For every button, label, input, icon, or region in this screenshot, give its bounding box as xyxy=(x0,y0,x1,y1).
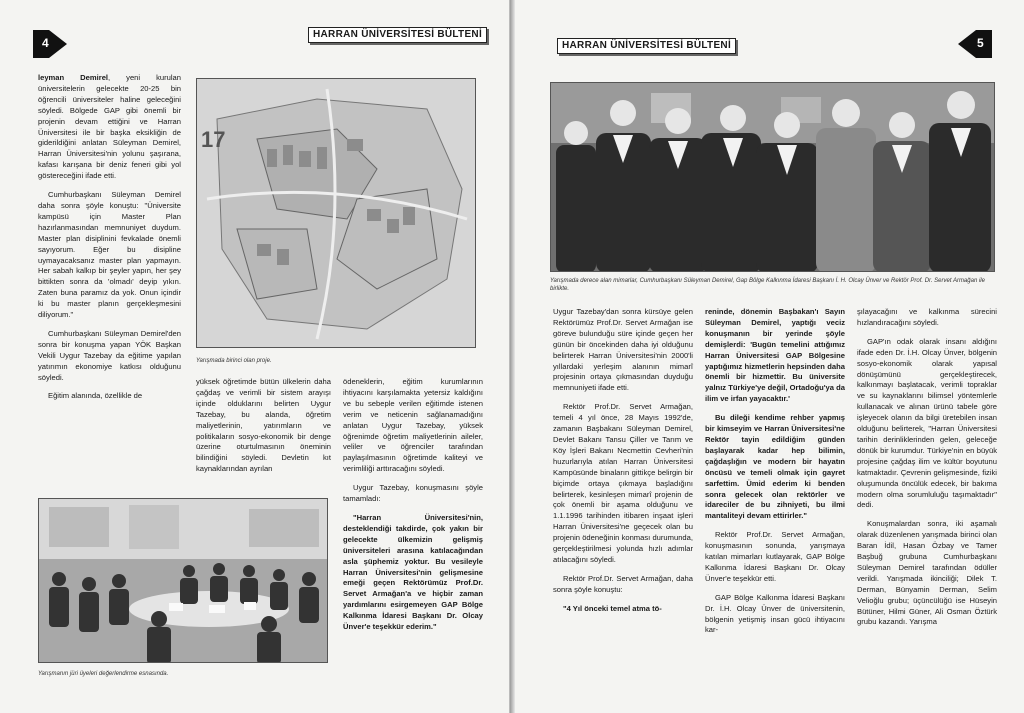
paragraph: leyman Demirel, yeni kurulan üniversitelerin gelecekte 20-25 bin öğrencili üniversiteler haline geleceğini söyledi. Bölgede GAP gibi önemli bir projenin devam ettiğini ve Harran Üniversitesi ile bir başka eksikliğin de giderildiğini anlatan Süleyman Demirel, Harran Üniversitesi'nin yolunu şaşırana, kafası karışana bir deniz feneri gibi yol göstereceğini ifade etti. xyxy=(38,73,182,181)
campus-plan-drawing xyxy=(197,79,476,348)
right-col-1 xyxy=(553,307,693,623)
page-number-left: 4 xyxy=(33,30,67,58)
paragraph: şılayacağını ve kalkınma sürecini hızlandıracağını söyledi. xyxy=(857,307,997,327)
master-plan-photo xyxy=(196,78,476,348)
right-col-3 xyxy=(857,307,997,636)
left-col-1 xyxy=(38,73,181,410)
paragraph: GAP'ın odak olarak insanı aldığını ifade eden Dr. İ.H. Olcay Ünver, bölgenin sosyo-ekonomik olarak yapısal dönüşümünü gerçekleştirecek, kalkınmayı başlatacak, verimli topraklar ve su kaynaklarını bilimsel yöntemlerle kullanacak ve alınan ürünü tabele göre işleyecek olanın da bilgi üretebilen insan olduğunu belirterek, "Harran Üniversitesi tarihin derinliklerinden gelen, geleceğe dönük bir kurumdur. Türkiye'nin en büyük projesine çağdaş ilim ve kültür boyutunu katmaktadır. Çevrenin gelişmesinde, fiziki oluşumunda öncülük edecek, bir bakıma modern olma sorumluluğu taşımaktadır" dedi. xyxy=(857,336,997,510)
quote-paragraph: Bu dileği kendime rehber yapmış bir kimseyim ve Harran Üniversitesi'ne Rektör tayin edildiğim günden başlayarak kadar hep bilimin, çağdaşlığın ve modern bir hayatın öncüsü ve temeli olmak için gayret sarfettim. Ümid ederim ki benden sonra gelecek olan rektörler ve idareciler de bu zihniyeti, bu ilmi mantaliteyi devam ettirirler." xyxy=(705,413,845,521)
paragraph: GAP Bölge Kalkınma İdaresi Başkanı Dr. İ.H. Olcay Ünver de üniversitenin, bölgenin yetişmiş insan gücü ihtiyacını kar- xyxy=(705,592,845,635)
photo-caption: Yarışmada birinci olan proje. xyxy=(196,358,272,364)
paragraph: Konuşmalardan sonra, iki aşamalı olarak düzenlenen yarışmada birinci olan Baran İdil, Hasan Özbay ve Tamer Başbuğ grubuna Cumhurbaşkanı Süleyman Demirel tarafından ödüller verildi. Yarışmada ikinciliği; Dilek T. Derman, Bünyamin Derman, Selim Velioğlu grubu; üçüncülüğü ise Hüseyin Bütüner, Hilmi Güner, Ali Osman Öztürk grubu kazandı. Yarışma xyxy=(857,519,997,627)
right-col-2 xyxy=(705,307,845,644)
quote-paragraph: reninde, dönemin Başbakan'ı Sayın Süleyman Demirel, yaptığı veciz konuşmanın bir yerinde şöyle demişlerdi: 'Bugün temelini attığımız Harran Üniversitesi GAP Bölgesine yaptığımız hizmetlerin hepsinden daha önemli bir hizmettir. Bu üniversite yalnız Türkiye'ye değil, Ortadoğu'ya da ilim ve irfan yayacaktır.' xyxy=(705,307,845,404)
page-arrow-right-icon xyxy=(33,30,67,58)
masthead-right: HARRAN ÜNİVERSİTESİ BÜLTENİ xyxy=(557,38,736,54)
photo-caption: Yarışmada derece alan mimarlar, Cumhurbaşkanı Süleyman Demirel, Gap Bölge Kalkınma İdaresi Başkanı İ. H. Olcay Ünver ve Rektör Prof. Dr. Servet Armağan ile birlikte. xyxy=(550,278,985,292)
left-page xyxy=(0,0,510,713)
page-number-right: 5 xyxy=(958,30,992,58)
masthead-left: HARRAN ÜNİVERSİTESİ BÜLTENİ xyxy=(308,27,487,43)
plan-label: 17 xyxy=(201,127,226,152)
paragraph: Rektör Prof.Dr. Servet Armağan, temeli 4 yıl önce, 28 Mayıs 1992'de, zamanın Başbakanı Süleyman Demirel, Devlet Bakanı Tansu Çiller ve Tarım ve Köy İşleri Bakanı Necmettin Cevheri'nin huzurlarıyla atılan Harran Üniversitesi Kampüsünde binaların gittikçe belirgin bir biçimde ortaya çıkmaya başladığını belirterek, kesinleşen mimarî projenin de çok önemli bir aşama olduğunu ve 1.1.1996 tarihinden itibaren inşaat işleri Harran Üniversitesi'ne geçecek olan bu projenin ödeneğinin konması durumunda, gerçekleştirilmesi yolunda hızlı adımlar atılacağını söyledi. xyxy=(553,402,693,564)
paragraph: Uygur Tazebay'dan sonra kürsüye gelen Rektörümüz Prof.Dr. Servet Armağan ise göreve bulunduğu süre içinde geçen her günün bir öncekinden daha iyi olduğunu belirterek Harran Üniversitesi'nin 2000'li yıllardaki yerleşim alanının mimarî projesinin ortaya çıkmasından duyduğu memnuniyeti ifade etti. xyxy=(553,307,693,393)
group-photo xyxy=(550,82,995,272)
paragraph: yüksek öğretimde bütün ülkelerin daha çağdaş ve verimli bir sistem arayışı içinde olduklarını belirten Uygur Tazebay, bu alanda, öğretim maliyetlerinin, yatırımların ve politikaların sosyo-ekonomik bir denge üzerine oturtulmasının öneminin bilindiğini söyledi. Devletin kıt kaynaklarından ayrılan xyxy=(196,377,331,474)
photo-caption: Yarışmanın jüri üyeleri değerlendirme esnasında. xyxy=(38,671,169,677)
quote-paragraph: "4 Yıl önceki temel atma tö- xyxy=(563,603,662,613)
quote-paragraph: "Harran Üniversitesi'nin, desteklendiği takdirde, çok yakın bir gelecekte ülkemizin gelişmiş üniversiteleri arasına katılacağından asla şüphemiz yoktur. Bu vesileyle Harran Üniversitesi'nin gelişmesine emeği geçen Rektörümüz Prof.Dr. Servet Armağan'a ve hiçbir zaman yardımlarını esirgemeyen GAP Bölge Kalkınma İdaresi Başkanı Dr. Olcay Ünver'e teşekkür ederim." xyxy=(343,512,483,632)
paragraph: Cumhurbaşkanı Süleyman Demirel'den sonra bir konuşma yapan YÖK Başkan Vekili Uygur Tazebay da eğitime yapılan yatırımın ekonomiye katkısı olduğunu söyledi. xyxy=(38,328,181,382)
paragraph: Eğitim alanında, özellikle de xyxy=(48,391,143,401)
paragraph: Rektör Prof.Dr. Servet Armağan, konuşmasının sonunda, yarışmaya katılan mimarları kutlayarak, GAP Bölge Kalkınma İdaresi Başkanı Dr. Olcay Ünver'e teşekkür etti. xyxy=(705,530,845,583)
left-col-2 xyxy=(196,377,331,483)
paragraph: ödeneklerin, eğitim kurumlarının ihtiyacını karşılamakta yetersiz kaldığını ve bu sebeple verilen eğitimde istenen verim ve neticenin sağlanamadığını anlatan Uygur Tazebay, yüksek öğrenimde öğretim maliyetlerinin aileler, veliler ve öğrenciler tarafından paylaşılmasının öğretimde kaliteyi ve verimliliği arttıracağını söyledi. xyxy=(343,377,483,474)
paragraph: Uygur Tazebay, konuşmasını şöyle tamamladı: xyxy=(343,483,483,504)
architects-with-president-image xyxy=(551,83,995,272)
jury-meeting-image xyxy=(39,499,328,663)
page-arrow-left-icon xyxy=(958,30,992,58)
left-col-3 xyxy=(343,377,483,641)
jury-meeting-photo xyxy=(38,498,328,663)
paragraph: Cumhurbaşkanı Süleyman Demirel daha sonra şöyle konuştu: "Üniversite kampüsü için Master Plan hazırlanmasından memnuniyet duydum. Master plan disiplinini fevkalade önemli sayıyorum. Eğer bu disipline uymayacaksanız master plan yapmayın. Her sabah kalkıp bir şeyler yapın, her şey bittikten sonra da 'olmadı' deyip yıkın. Zaten buna paramız da yok. Onun içindir ki bu master planın gerçekleşmesini diliyorum." xyxy=(38,190,181,320)
paragraph: Rektör Prof.Dr. Servet Armağan, daha sonra şöyle konuştu: xyxy=(553,573,693,594)
right-page xyxy=(515,0,1024,713)
